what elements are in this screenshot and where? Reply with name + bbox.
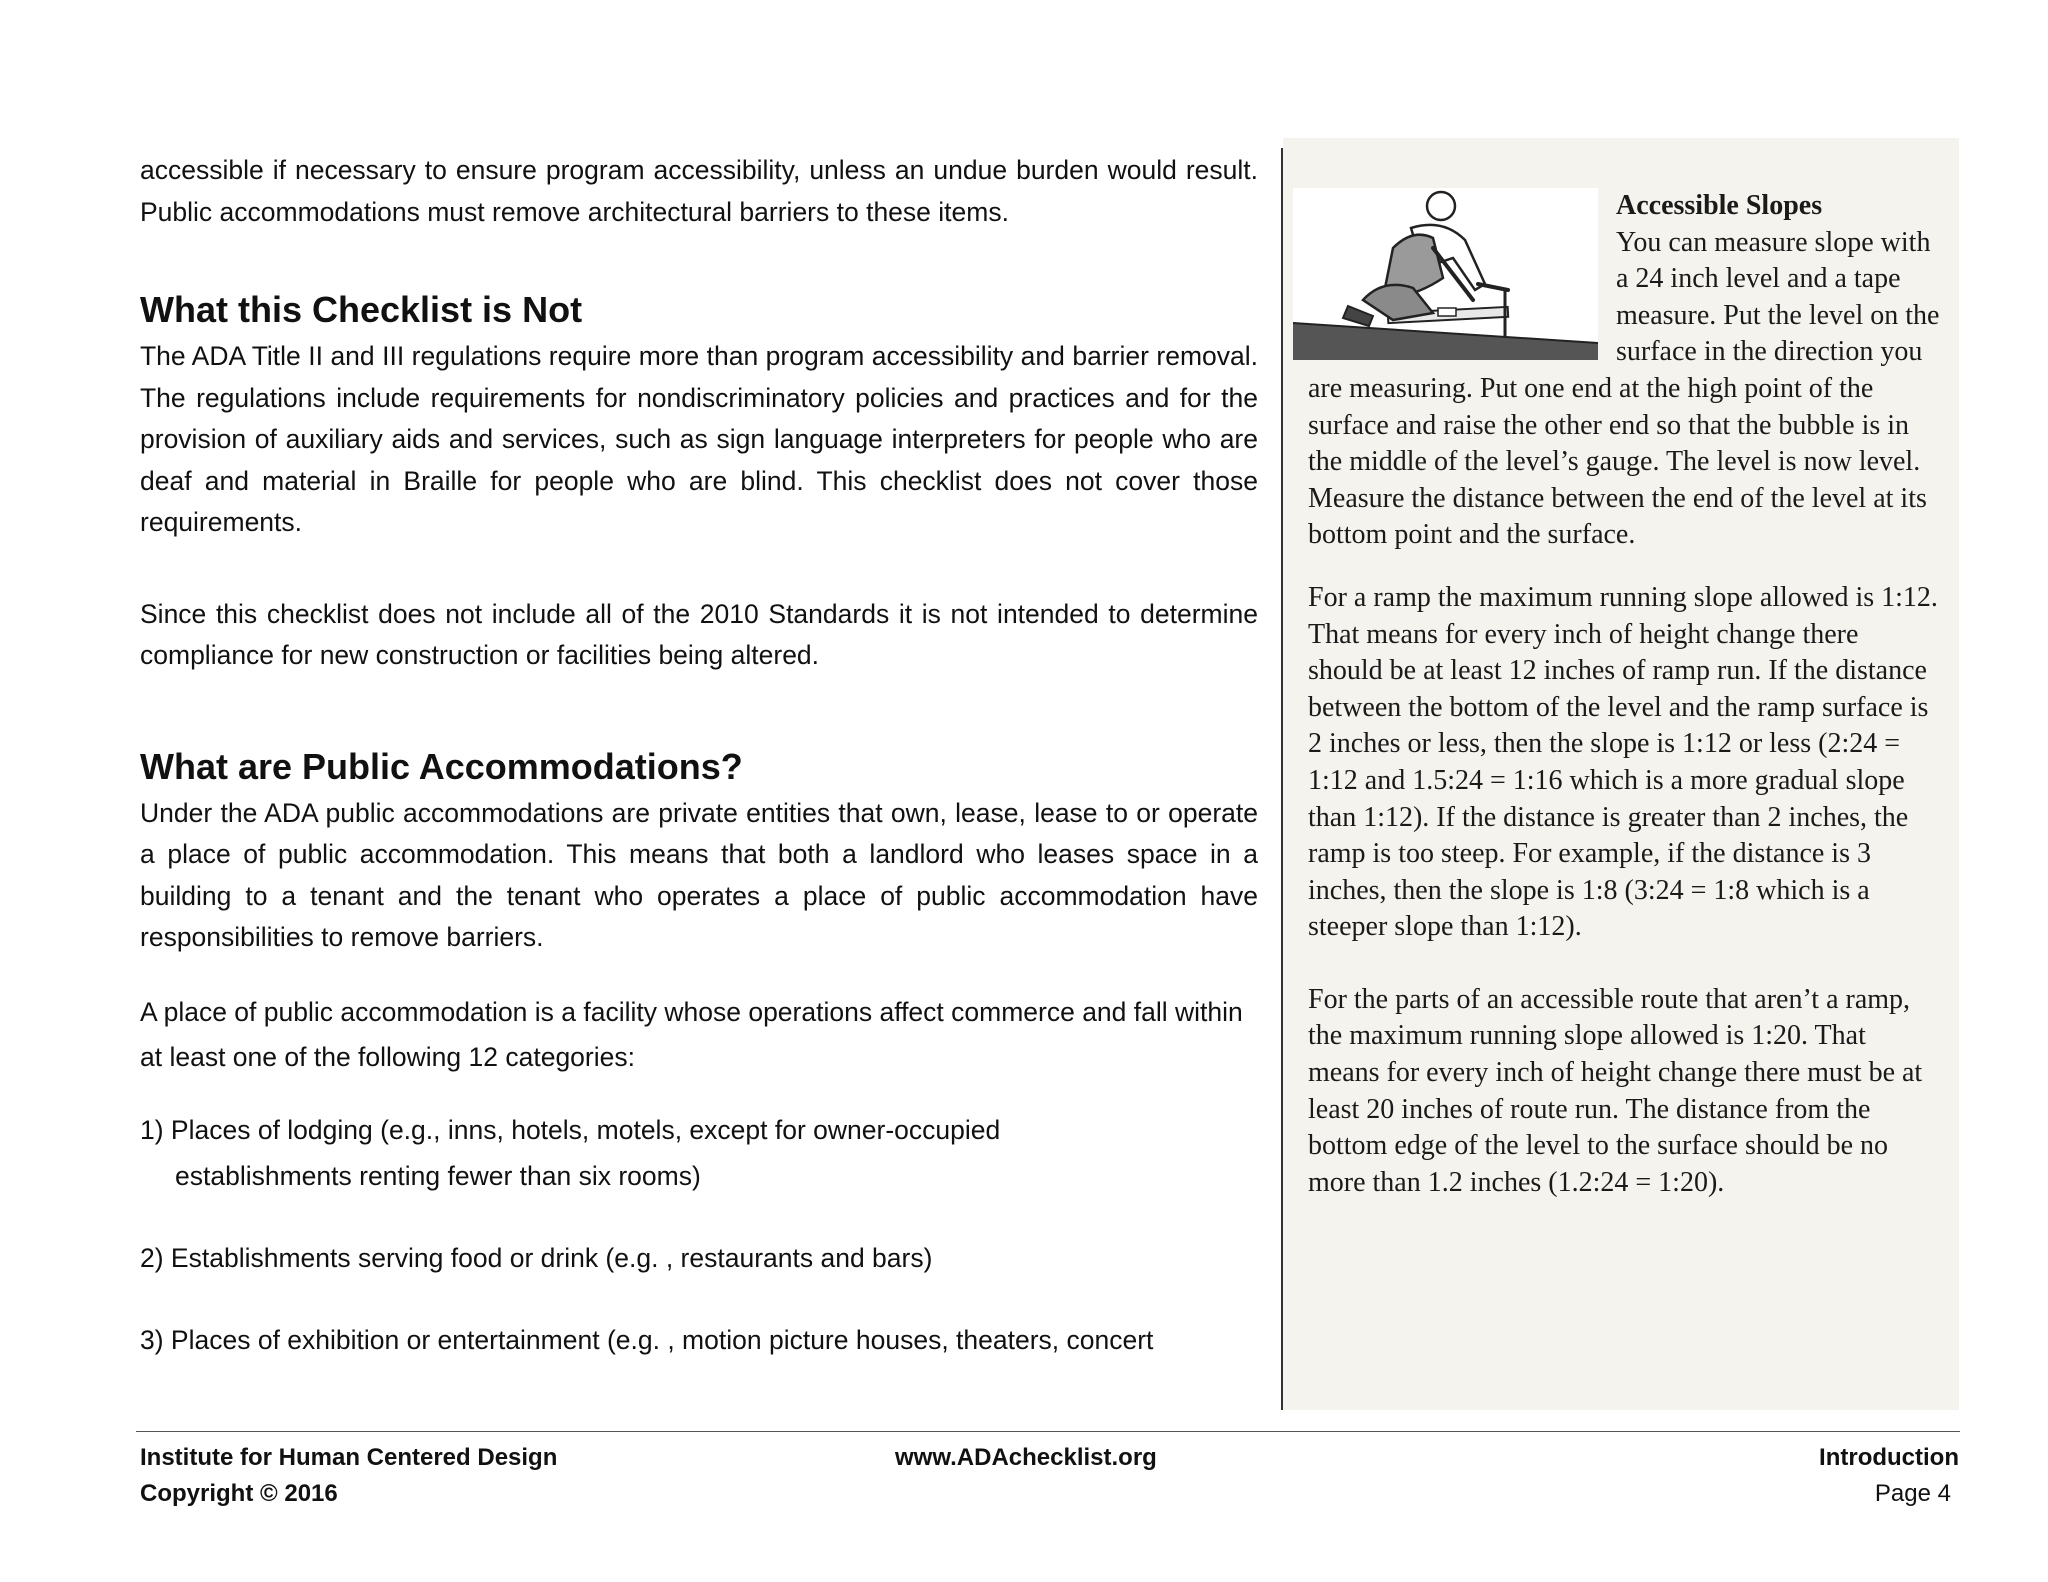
accessible-slopes-sidebar [1283,138,1959,1410]
footer-divider [136,1431,1960,1432]
sidebar-paragraph-3: For the parts of an accessible route that aren’t a ramp, the maximum running slope allowed is 1:20. That means for every inch of height change there must be at least 20 inches of route run. The distance from the bottom edge of the level to the surface should be no more than 1.2 inches (1.2:24 = 1:20). [1308,983,1923,1198]
footer-organization: Institute for Human Centered Design [140,1444,558,1471]
intro-paragraph: accessible if necessary to ensure program accessibility, unless an undue burden would result. Public accommodations must remove architectural barriers to these items. [140,155,1258,227]
categories-list [140,1107,1258,1363]
public-accommodations-paragraph-2: A place of public accommodation is a facility whose operations affect commerce and fall within at least one of the following 12 categories: [140,996,1243,1072]
checklist-not-paragraph-2: Since this checklist does not include all of the 2010 Standards it is not intended to determine compliance for new construction or facilities being altered. [140,598,1258,670]
heading-public-accommodations: What are Public Accommodations? [140,745,743,787]
checklist-not-paragraph-1: The ADA Title II and III regulations require more than program accessibility and barrier removal. The regulations include requirements for nondiscriminatory policies and practices and for the provision of auxiliary aids and services, such as sign language interpreters for people who are deaf and material in Braille for people who are blind. This checklist does not cover those requirements. [140,341,1258,537]
footer-page-number: Page 4 [1874,1480,1951,1507]
footer-website: www.ADAchecklist.org [895,1444,1157,1471]
list-item-text-continued: establishments renting fewer than six rooms) [175,1160,701,1191]
person-measuring-slope-illustration [1293,188,1598,360]
list-item [140,1317,1258,1363]
footer-section: Introduction [1819,1444,1959,1471]
public-accommodations-paragraph-1: Under the ADA public accommodations are private entities that own, lease, lease to or operate a place of public accommodation. This means that both a landlord who leases space in a building to a tenant and the tenant who operates a place of public accommodation have responsibilities to remove barriers. [140,797,1258,952]
sidebar-title: Accessible Slopes [1616,190,1823,221]
sidebar-paragraph-1: You can measure slope with a 24 inch level and a tape measure. Put the level on the surface in the direction you are measuring. Put one end at the high point of the surface and raise the other end so that the bubble is in the middle of the level’s gauge. The level is now level. Measure the distance between the end of the level at its bottom point and the surface. [1308,226,1940,551]
list-item-text: 3) Places of exhibition or entertainment (e.g. , motion picture houses, theaters, concert [140,1324,1154,1355]
list-item [140,1235,1258,1281]
column-divider [1281,148,1283,1410]
main-content [140,150,1258,1363]
heading-what-checklist-is-not: What this Checklist is Not [140,289,583,330]
list-item-text: 2) Establishments serving food or drink (e.g. , restaurants and bars) [140,1242,933,1273]
footer-copyright: Copyright © 2016 [140,1480,338,1507]
list-item-text: 1) Places of lodging (e.g., inns, hotels, motels, except for owner-occupied [140,1114,1001,1145]
sidebar-content [1308,188,1940,1201]
list-item [140,1107,1258,1199]
sidebar-paragraph-2: For a ramp the maximum running slope allowed is 1:12. That means for every inch of height change there should be at least 12 inches of ramp run. If the distance between the bottom of the level and the ramp surface is 2 inches or less, then the slope is 1:12 or less (2:24 = 1:12 and 1.5:24 = 1:16 which is a more gradual slope than 1:12). If the distance is greater than 2 inches, the ramp is too steep. For example, if the distance is 3 inches, then the slope is 1:8 (3:24 = 1:8 which is a steeper slope than 1:12). [1308,581,1938,943]
